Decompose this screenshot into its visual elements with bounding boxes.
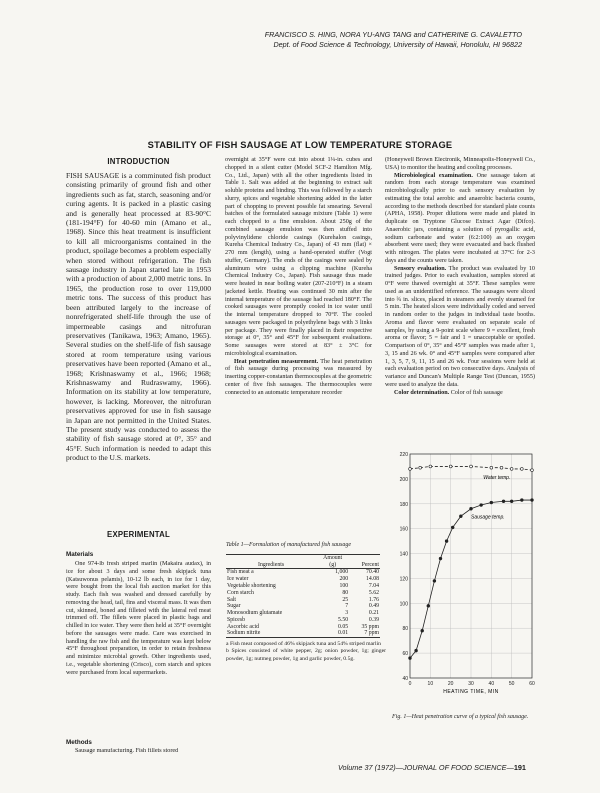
x-tick-label: 0 [408,681,412,687]
ingredient-percent: 7.04 [368,583,379,590]
ingredient-amount: 25 [342,596,349,603]
ingredient-percent: 0.49 [368,603,379,610]
y-tick-label: 140 [399,551,408,558]
sensory-text: The product was evaluated by 10 trained judges. Prior to each evaluation, samples stored at 0°F were thawed overnight at 35°F. These samples were used as an unidentified reference. The sausages were sliced into ¾ in. slices, placed in steamers and evenly steamed for 5 min. The heated slices were individually coded and served in random order to the judges in individual taste booths. Aroma and flavor were evaluated on separate scale of samples, by using a 9-point scale where 9 = excellent, fresh aroma or flavor; 5 = fair and 1 = unacceptable or spoiled. Comparison of 0°, 35° and 45°F samples was made after 1, 3, 15 and 26 wk. 0° and 45°F samples were compared after 1, 3, 5, 7, 9, 11, 15 and 26 wk. Four sessions were held at each evaluation period on two consecutive days. Analysis of variance and Duncan's Multiple Range Test (Duncan, 1955) were used to analyze the data. [385,265,535,388]
formulation-table [226,554,380,638]
sausage-temp-point [439,557,442,560]
water-temp-point [409,468,412,471]
y-tick-label: 160 [399,526,408,533]
table-row [226,610,380,617]
introduction-section [66,157,211,486]
sausage-temp-point [445,540,448,543]
methods-text: Sausage manufacturing. Fish fillets stored [75,748,179,754]
authors: FRANCISCO S. HING, NORA YU-ANG TANG and CATHERINE G. CAVALETTO [264,30,522,39]
table-row [226,583,380,590]
ingredient-amount: 5.50 [338,616,349,623]
y-tick-label: 60 [402,651,408,658]
table-row [226,617,380,624]
sausage-temp-point [433,580,436,583]
heat-penetration-text: The heat penetration of fish sausage during processing was measured by inserting copper-constantan thermocouples at the geometric center of five fish sausages. The thermocouples were connected to an automatic temperature recorder [225,358,372,396]
x-tick-label: 30 [468,681,474,687]
ingredient-name: Corn starch [227,589,254,596]
ingredient-amount: 80 [342,589,349,596]
y-tick-label: 100 [399,601,408,608]
y-tick-label: 80 [402,626,408,633]
ingredient-amount: 100 [339,583,349,590]
table-footnote-b: b Spices consisted of white pepper, 2g; onion powder, 1g; ginger powder, 1g; nutmeg powder, 1g and garlic powder, 0.5g. [226,648,386,662]
sausage-temp-point [415,649,418,652]
ingredient-percent: 5.62 [368,589,379,596]
table-row [226,569,380,576]
column-3-text [385,157,535,442]
sausage-temp-annotation: Sausage temp. [471,514,505,521]
introduction-heading: INTRODUCTION [107,157,170,166]
ingredient-name: Sugar [227,603,241,610]
sausage-temp-point [531,499,534,502]
microbiological-heading: Microbiological examination. [394,172,473,179]
table-row [226,596,380,603]
journal-reference: Volume 37 (1972)—JOURNAL OF FOOD SCIENCE— [337,763,514,772]
ingredient-percent: 70.40 [365,569,379,576]
ingredient-name: Ascorbic acid [227,623,260,630]
sausage-temp-point [502,500,505,503]
ingredient-name: Vegetable shortening [227,583,276,590]
introduction-text: FISH SAUSAGE is a comminuted fish product consisting primarily of ground fish and other ingredients such as fat, starch, seasoning and/or curing agents. It is packed in a plastic casing and is generally heat processed at 83-90°C (181-194°F) for 40-60 min (Amano et al., 1968). Since this heat treatment is insufficient to kill all microorganisms contained in the product, spoilage becomes a problem especially when stored without refrigeration. The fish sausage industry in Japan started late in 1953 with a production of about 2,000 metric tons. In 1965, the production rose to over 119,000 metric tons. The success of this product has been attributed largely to the increase of nonrefrigerated shelf-life through the use of impermeable casings and nitrofuran preservatives (Tanikawa, 1963; Amano, 1965). Several studies on the shelf-life of fish sausage stored at room temperature using various preservatives have been reported (Amano et al., 1968; Krishnaswamy et al., 1966; 1968; Krishnaswamy and Rudraswamy, 1966). Information on its stability at low temperature, however, is lacking. Moreover, the nitrofuran preservatives approved for use in fish sausage in Japan are not permitted in the United States. The present study was conducted to assess the stability of fish sausage stored at 0°, 35° and 45°F. Such information is needed to adapt this product to the U.S. markets. [66,171,211,463]
percent-header: Percent [349,561,380,568]
color-text: Color of fish sausage [450,389,503,396]
y-tick-label: 120 [399,576,408,583]
sausage-temp-point [451,526,454,529]
y-tick-label: 200 [399,476,408,483]
ingredient-name: Spicesb [227,616,246,623]
table-row [226,630,380,637]
page-number: 191 [513,763,526,772]
x-tick-label: 20 [447,681,454,687]
table-1-caption: Table 1—Formulation of manufactured fish sausage [226,542,352,548]
color-heading: Color determination. [394,389,450,396]
figure-1 [392,450,538,745]
ingredients-header: Ingredients [226,561,316,568]
ingredient-percent: 7 ppm [349,630,380,637]
ingredient-amount: 200 [339,576,349,583]
x-tick-label: 60 [529,681,535,687]
ingredient-amount: 7 [345,603,349,610]
sausage-temp-point [520,499,523,502]
water-temp-point [470,465,473,468]
y-tick-label: 40 [402,676,408,682]
water-temp-annotation: Water temp. [483,474,511,481]
sausage-temp-point [470,507,473,510]
sausage-temp-point [480,504,483,507]
x-tick-label: 40 [488,681,495,687]
ingredient-name: Sodium nitrite [226,630,316,637]
water-temp-point [449,465,452,468]
ingredient-name: Salt [227,596,237,603]
microbiological-text: One sausage taken at random from each storage temperature was examined microbiologically prior to each sensory evaluation by estimating the total aerobic and anaerobic bacteria counts, according to the methods described for standard plate counts (APHA, 1958). Proper dilutions were made and plated in duplicate on Tryptone Glucose Extract Agar (Difco). Anaerobic jars, containing a solution of pyrogallic acid, sodium carbonate and water (6:2:100) as an oxygen absorbent were used; they were evacuated and back flushed with nitrogen. The plates were incubated at 37°C for 2-3 days and the counts were taken. [385,172,535,264]
sausage-temp-point [459,515,462,518]
water-temp-point [490,466,493,469]
ingredient-percent: 14.08 [365,576,379,583]
water-temp-point [520,468,523,471]
column-2-text [225,157,372,442]
water-temp-point [429,465,432,468]
materials-heading: Materials [66,551,94,558]
experimental-section [66,530,211,756]
sensory-heading: Sensory evaluation. [394,265,447,272]
table-footnote-a: a Fish meat composed of 46% skipjack tuna and 54% striped marlin [226,640,381,647]
sausage-temp-point [490,501,493,504]
water-temp-point [510,468,513,471]
manufacturing-text: overnight at 35°F were cut into about 1¼-in. cubes and chopped in a silent cutter (Model SCF-2 Hamilton Mfg. Co., Ltd., Japan) with all the other ingredients listed in Table 1. Salt was added at the beginning to extract salt soluble proteins and binding. This was followed by a starch slurry, spices and vegetable shortening added in the latter part of chopping to prevent possible fat smearing. Several batches of the formulated sausage mixture (Table 1) were each chopped to a fine emulsion. About 250g of the combined sausage emulsion was then stuffed into polyvinylidene chloride casings (Kurehalon casings, Kureha Chemical Industry Co., Japan) of 43 mm (flat) × 270 mm (length), using a hand-operated stuffer (Vogt stuffer, Germany). The ends of the casings were sealed by aluminum wire using a clipping machine (Kureha Chemical Industry Co., Japan). Fish sausage thus made were heated in near boiling water (207-210°F) in a steam jacketed kettle. Heating was continued 30 min after the internal temperature of the sausage had reached 180°F. The cooked sausages were promptly cooled in ice water until the internal temperature dropped to 70°F. The cooled sausages were packaged in polyethylene bags with 3 links per package. They were finally placed in their respective storage at 0°, 35° and 45°F for subsequent evaluations. Some sausages were stored at 83° ± 3°C for microbiological examination. [225,157,372,357]
ingredient-name: Ice water [227,576,249,583]
amount-header: Amount [316,554,349,561]
table-row [226,603,380,610]
ingredient-amount: 0.01 [316,630,349,637]
ingredient-percent: 0.21 [368,610,379,617]
materials-text: One 974-lb fresh striped marlin (Makaira audax), in ice for about 3 days and some fresh skipjack tuna (Katsuwonus pelamis), 10-12 lb each, in ice for 1 day, were bought from the local fish auction market for this study. Each fish was washed and dressed carefully by removing the head, tail, fins and visceral mass. It was then cut, skinned, boned and filleted with the lateral red meat trimmed off. The fillets were placed in plastic bags and chilled in ice water. They were then held at 35°F overnight before the sausages were made. Care was exercised in handling the raw fish and the temperature was kept below 45°F throughout preparation, in order to retain freshness and minimize microbial growth. Other ingredients used, i.e., vegetable shortening (Crisco), corn starch and spices were purchased from local supermarkets. [66,561,211,676]
ingredient-percent: 1.76 [368,596,379,603]
y-tick-label: 180 [399,501,408,508]
table-row [226,623,380,630]
table-row [226,576,380,583]
sausage-temp-point [421,629,424,632]
methods-heading: Methods [66,739,92,746]
heat-penetration-chart [392,450,538,705]
ingredient-amount: 3 [345,610,349,617]
ingredient-amount: 0.05 [338,623,349,630]
water-temp-point [531,469,534,472]
paper-title: STABILITY OF FISH SAUSAGE AT LOW TEMPERATURE STORAGE [147,140,453,150]
ingredient-percent: 35 ppm [361,623,379,630]
ingredient-percent: 0.39 [368,616,379,623]
affiliation: Dept. of Food Science & Technology, University of Hawaii, Honolulu, HI 96822 [273,40,522,49]
page-footer [338,763,526,772]
x-tick-label: 10 [427,681,434,687]
experimental-heading: EXPERIMENTAL [107,530,170,539]
amount-unit-header: (g) [316,561,349,568]
heat-penetration-heading: Heat penetration measurement. [234,358,319,365]
water-temp-point [419,466,422,469]
sausage-temp-point [427,604,430,607]
table-1 [226,542,386,663]
x-tick-label: 50 [508,681,515,687]
y-tick-label: 220 [399,452,408,458]
sausage-temp-point [409,657,412,660]
x-axis-label: HEATING TIME, MIN [443,689,499,695]
ingredient-name: Monosodium glutamate [227,610,283,617]
author-block [265,30,522,50]
ingredient-name: Fish meat a [227,569,254,576]
table-row [226,589,380,596]
sausage-temp-point [510,500,513,503]
cooling-text: (Honeywell Brown Electronik, Minneapolis-Honeywell Co., USA) to monitor the heating and cooling processes. [385,157,535,171]
figure-1-caption: Fig. 1—Heat penetration curve of a typical fish sausage. [392,714,529,720]
water-temp-point [500,466,503,469]
ingredient-amount: 1,000 [335,569,349,576]
